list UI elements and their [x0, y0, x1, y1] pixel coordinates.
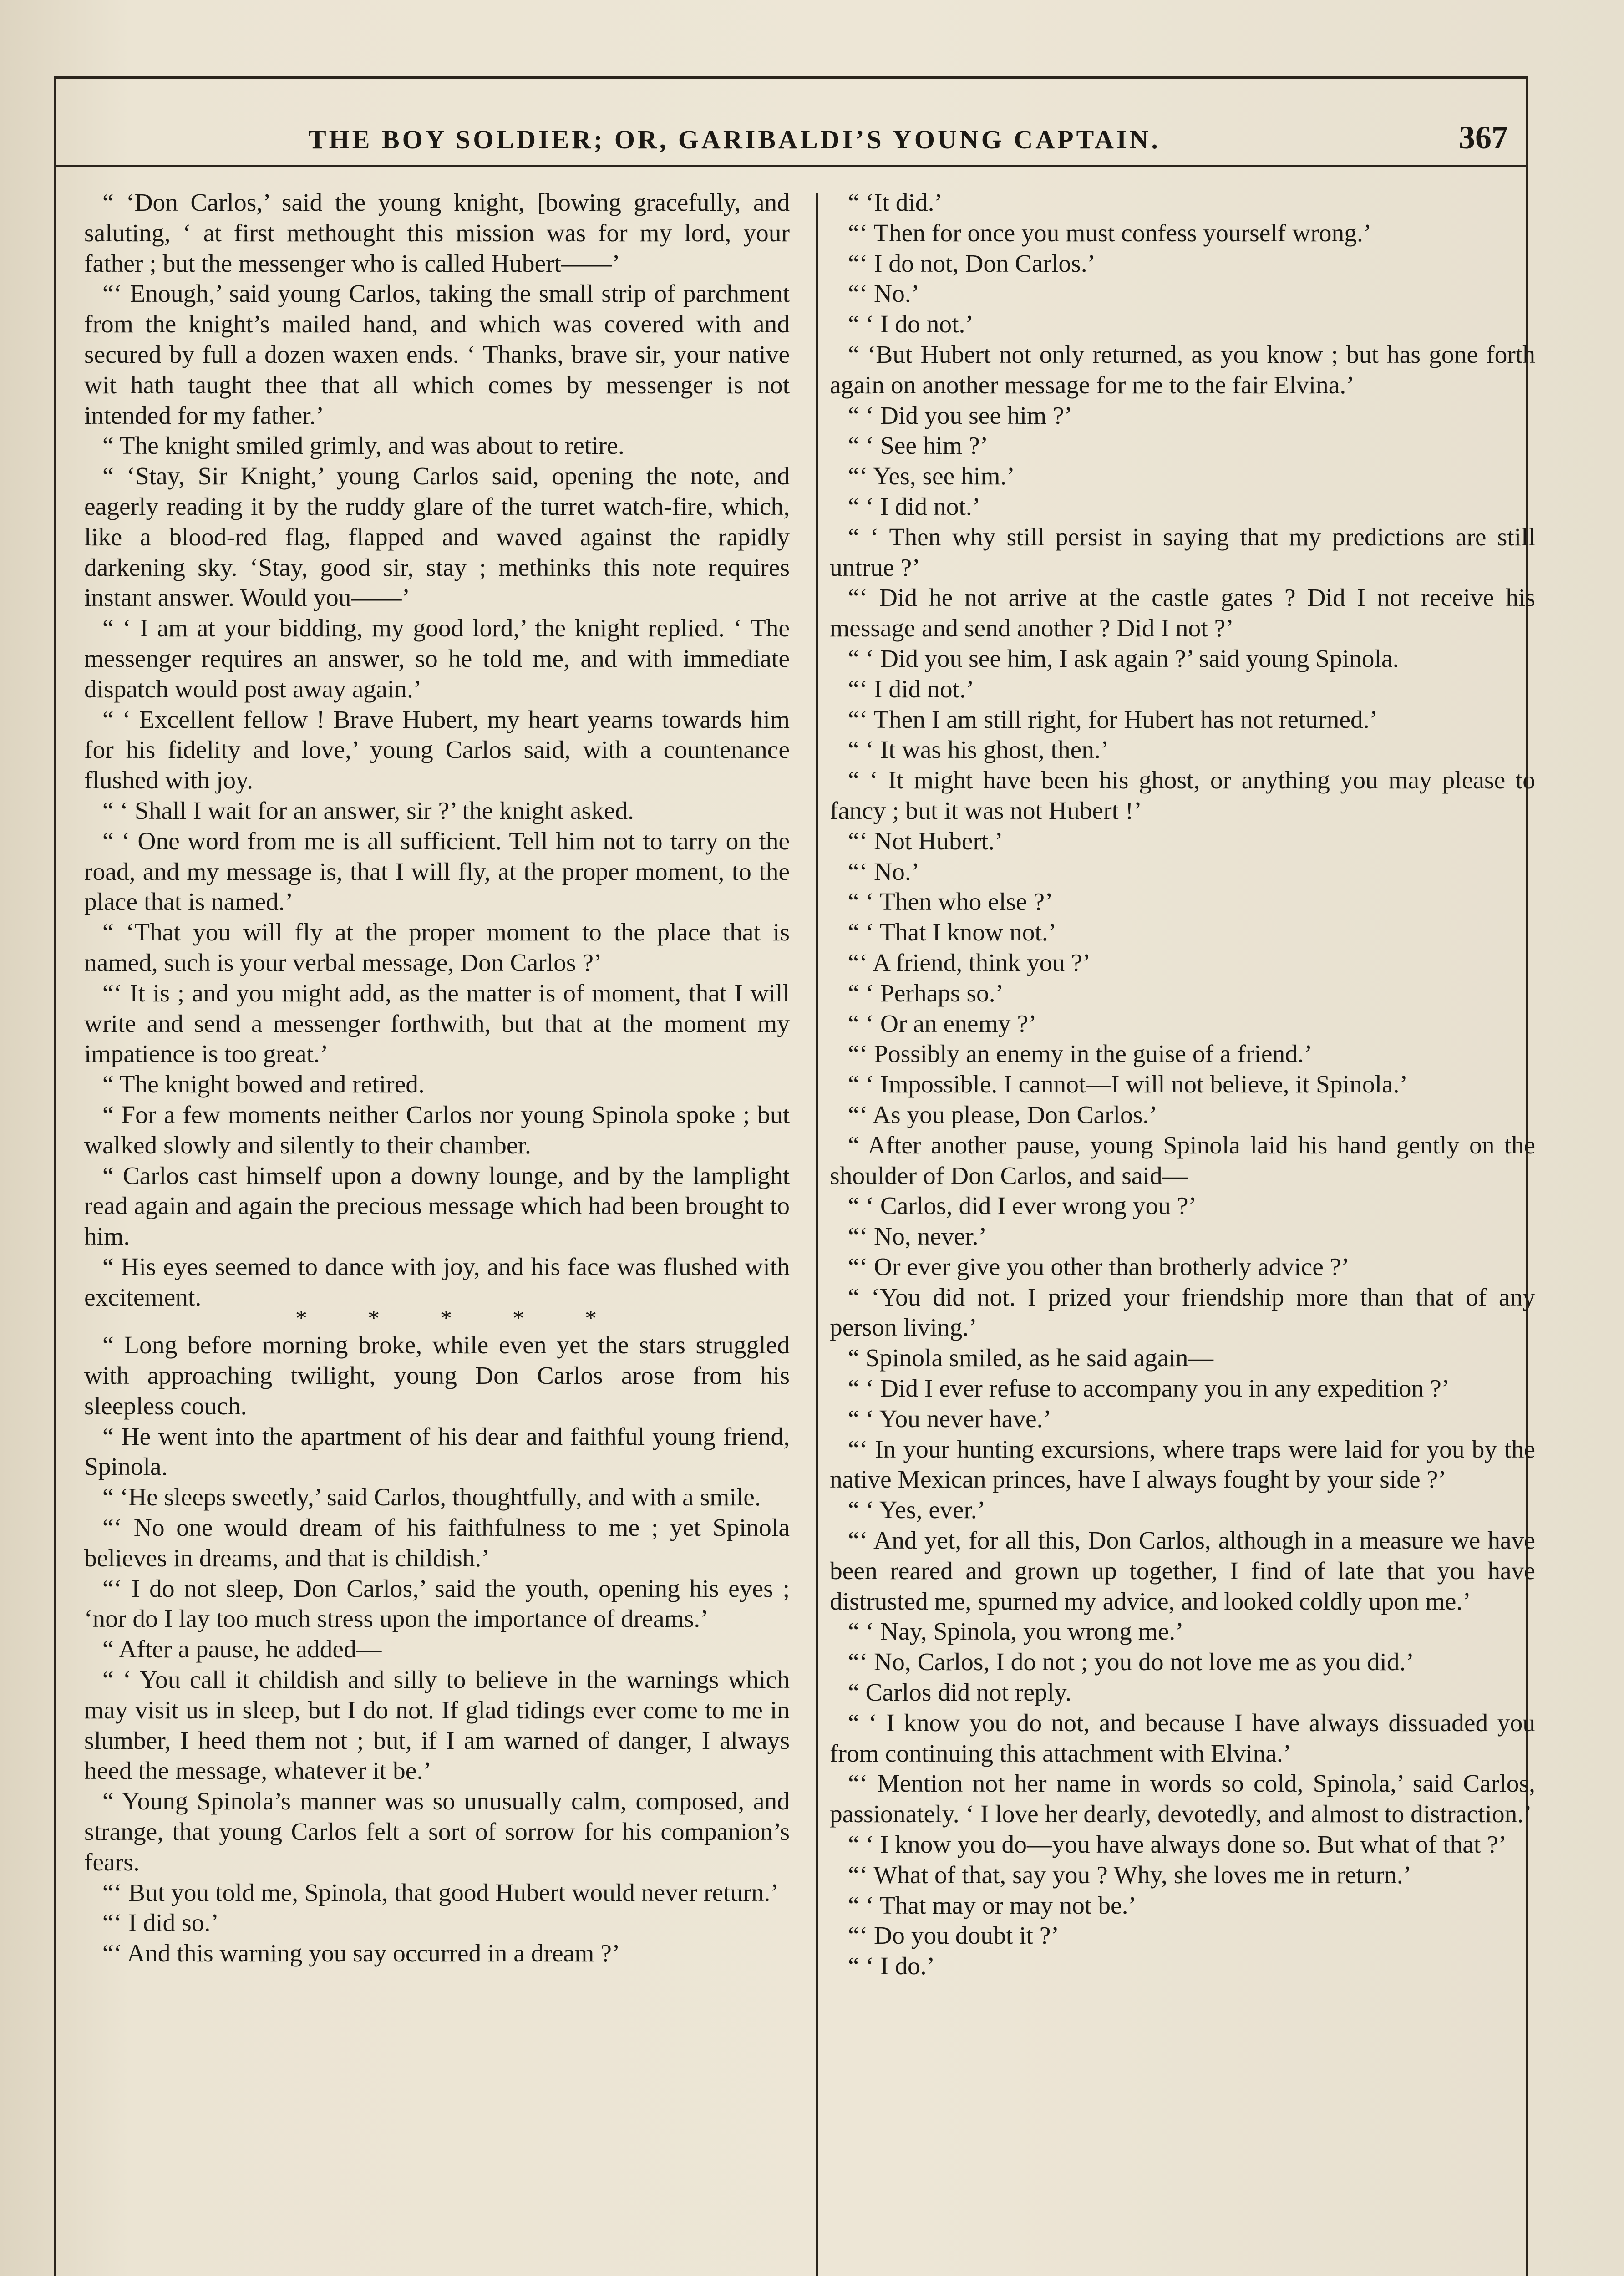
paragraph: “ Long before morning broke, while even yet the stars struggled with approaching twilight, young Don Carlos arose from his sleepless couch. — [84, 1331, 790, 1420]
paragraph: “‘ Mention not her name in words so cold, Spinola,’ said Carlos, passionately. ‘ I love her dearly, devotedly, and almost to distraction.’ — [830, 1770, 1535, 1829]
page-header — [56, 79, 1526, 167]
paragraph: “‘ In your hunting excursions, where traps were laid for you by the native Mexican princes, have I always fought by your side ?’ — [830, 1435, 1535, 1494]
paragraph: “ ‘You did not. I prized your friendship more than that of any person living.’ — [830, 1283, 1535, 1342]
paragraph: “‘ Do you doubt it ?’ — [848, 1922, 1059, 1950]
paragraph: “‘ No, never.’ — [848, 1223, 987, 1251]
paragraph: “‘ Enough,’ said young Carlos, taking the small strip of parchment from the knight’s mailed hand, and which was covered with and secured by full a dozen waxen ends. ‘ Thanks, brave sir, your native wit hath taught thee that all which comes by messenger is not intended for my father.’ — [84, 280, 790, 430]
paragraph: “‘ What of that, say you ? Why, she loves me in return.’ — [848, 1861, 1412, 1889]
paragraph: “ The knight bowed and retired. — [102, 1071, 425, 1099]
paragraph: “ ‘ Perhaps so.’ — [848, 979, 1004, 1007]
running-title: THE BOY SOLDIER; OR, GARIBALDI’S YOUNG CAPTAIN. — [309, 125, 1161, 154]
paragraph: “‘ I did so.’ — [102, 1909, 219, 1937]
paragraph: “‘ Possibly an enemy in the guise of a friend.’ — [848, 1040, 1313, 1068]
paragraph: “ ‘ Or an enemy ?’ — [848, 1010, 1037, 1038]
paragraph: “ The knight smiled grimly, and was about to retire. — [102, 432, 624, 460]
paragraph: “ ‘That you will fly at the proper moment to the place that is named, such is your verbal message, Don Carlos ?’ — [84, 919, 790, 977]
paragraph: “‘ Did he not arrive at the castle gates ? Did I not receive his message and send another ? Did I not ?’ — [830, 584, 1535, 643]
paragraph: “ For a few moments neither Carlos nor young Spinola spoke ; but walked slowly and silently to their chamber. — [84, 1101, 790, 1159]
paragraph: “ ‘ Yes, ever.’ — [848, 1496, 986, 1524]
paragraph: “ Carlos did not reply. — [848, 1679, 1072, 1707]
page-border-frame — [54, 76, 1535, 2276]
paragraph: “ ‘ I did not.’ — [848, 493, 981, 521]
paragraph: “ ‘ Did you see him, I ask again ?’ said young Spinola. — [848, 645, 1399, 673]
paragraph: “ ‘ Nay, Spinola, you wrong me.’ — [848, 1618, 1184, 1646]
paragraph: “‘ Then I am still right, for Hubert has not returned.’ — [848, 706, 1378, 734]
paragraph: “ ‘ See him ?’ — [848, 432, 989, 460]
paragraph: “ ‘ You call it childish and silly to believe in the warnings which may visit us in sleep, but I do not. If glad tidings ever come to me in slumber, I heed them not ; but, if I am warned of danger, I always heed the message, whatever it be.’ — [84, 1666, 790, 1785]
paragraph: “ ‘ I know you do not, and because I have always dissuaded you from continuing this attachment with Elvina.’ — [830, 1709, 1535, 1768]
paragraph: “‘ No.’ — [848, 858, 920, 886]
paragraph: “ ‘ Then who else ?’ — [848, 888, 1053, 916]
paragraph: “ ‘Don Carlos,’ said the young knight, [bowing gracefully, and saluting, ‘ at first methought this mission was for my lord, your father ; but the messenger who is called Hubert——’ — [84, 189, 790, 278]
paragraph: “‘ And this warning you say occurred in a dream ?’ — [102, 1940, 620, 1968]
page-number: 367 — [1459, 119, 1508, 156]
paragraph: “ ‘ Did you see him ?’ — [848, 401, 1073, 430]
paragraph: “ ‘ Did I ever refuse to accompany you in any expedition ?’ — [848, 1375, 1450, 1403]
paragraph: “ Spinola smiled, as he said again— — [848, 1344, 1214, 1372]
paragraph: “ ‘ I know you do—you have always done so. But what of that ?’ — [848, 1831, 1507, 1859]
paragraph: “ ‘ Carlos, did I ever wrong you ?’ — [848, 1192, 1197, 1220]
paragraph: “ After a pause, he added— — [102, 1636, 382, 1664]
paragraph: “‘ Or ever give you other than brotherly advice ?’ — [848, 1253, 1350, 1281]
paragraph: “‘ I do not, Don Carlos.’ — [848, 249, 1096, 278]
paragraph: “ ‘It did.’ — [848, 189, 943, 217]
paragraph: “ ‘ I do.’ — [848, 1952, 935, 1981]
left-column — [84, 188, 790, 1969]
paragraph: “‘ No.’ — [848, 280, 920, 308]
paragraph: “‘ And yet, for all this, Don Carlos, although in a measure we have been reared and grown up together, I find of late that you have distrusted me, spurned my advice, and looked coldly upon me.’ — [830, 1527, 1535, 1616]
paragraph: “ ‘ I am at your bidding, my good lord,’ the knight replied. ‘ The messenger requires an answer, so he told me, and with immediate dispatch would post away again.’ — [84, 615, 790, 703]
paragraph: “ ‘Stay, Sir Knight,’ young Carlos said, opening the note, and eagerly reading it by the ruddy glare of the turret watch-fire, which, like a blood-red flag, flapped and waved against the rapidly darkening sky. ‘Stay, good sir, stay ; methinks this note requires instant answer. Would you——’ — [84, 462, 790, 612]
paragraph: “ Young Spinola’s manner was so unusually calm, composed, and strange, that young Carlos felt a sort of sorrow for his companion’s fears. — [84, 1788, 790, 1876]
paragraph: “ He went into the apartment of his dear and faithful young friend, Spinola. — [84, 1422, 790, 1481]
paragraph: “‘ I do not sleep, Don Carlos,’ said the youth, opening his eyes ; ‘nor do I lay too much stress upon the importance of dreams.’ — [84, 1575, 790, 1633]
paragraph: “ ‘ That I know not.’ — [848, 919, 1057, 947]
paragraph: “‘ Not Hubert.’ — [848, 827, 1003, 855]
paragraph: “ ‘ You never have.’ — [848, 1405, 1051, 1433]
paragraph: “ His eyes seemed to dance with joy, and his face was flushed with excitement. — [84, 1253, 790, 1311]
paragraph: “ ‘But Hubert not only returned, as you know ; but has gone forth again on another message for me to the fair Elvina.’ — [830, 340, 1535, 399]
paragraph: “‘ Yes, see him.’ — [848, 462, 1015, 491]
paragraph: “ ‘ Shall I wait for an answer, sir ?’ the knight asked. — [102, 797, 634, 825]
paragraph: “ ‘ Impossible. I cannot—I will not believe, it Spinola.’ — [848, 1071, 1408, 1099]
paragraph: “‘ I did not.’ — [848, 675, 974, 703]
right-column — [830, 188, 1535, 1982]
paragraph: “ ‘ It was his ghost, then.’ — [848, 736, 1109, 764]
paragraph: “‘ It is ; and you might add, as the matter is of moment, that I will write and send a messenger forthwith, but that at the moment my impatience is too great.’ — [84, 979, 790, 1068]
paragraph: “ ‘ That may or may not be.’ — [848, 1891, 1137, 1920]
section-separator: * * * * * — [295, 1306, 597, 1332]
paragraph: “ ‘ One word from me is all sufficient. Tell him not to tarry on the road, and my message is, that I will fly, at the proper moment, to the place that is named.’ — [84, 827, 790, 916]
column-divider — [816, 193, 818, 2276]
paragraph: “‘ But you told me, Spinola, that good Hubert would never return.’ — [102, 1879, 779, 1907]
paragraph: “ ‘ Then why still persist in saying that my predictions are still untrue ?’ — [830, 523, 1535, 582]
paragraph: “‘ No one would dream of his faithfulness to me ; yet Spinola believes in dreams, and that is childish.’ — [84, 1514, 790, 1572]
paragraph: “ ‘ I do not.’ — [848, 310, 974, 339]
paragraph: “‘ Then for once you must confess yourself wrong.’ — [848, 219, 1372, 247]
paragraph: “ ‘ Excellent fellow ! Brave Hubert, my heart yearns towards him for his fidelity and love,’ young Carlos said, with a countenance flushed with joy. — [84, 706, 790, 795]
paragraph: “ After another pause, young Spinola laid his hand gently on the shoulder of Don Carlos, and said— — [830, 1131, 1535, 1190]
paragraph: “‘ As you please, Don Carlos.’ — [848, 1101, 1157, 1129]
paragraph: “‘ No, Carlos, I do not ; you do not love me as you did.’ — [848, 1648, 1414, 1677]
paragraph: “ Carlos cast himself upon a downy lounge, and by the lamplight read again and again the precious message which had been brought to him. — [84, 1162, 790, 1251]
paragraph: “ ‘He sleeps sweetly,’ said Carlos, thoughtfully, and with a smile. — [102, 1483, 761, 1512]
paragraph: “‘ A friend, think you ?’ — [848, 949, 1091, 977]
paragraph: “ ‘ It might have been his ghost, or anything you may please to fancy ; but it was not Hubert !’ — [830, 767, 1535, 825]
